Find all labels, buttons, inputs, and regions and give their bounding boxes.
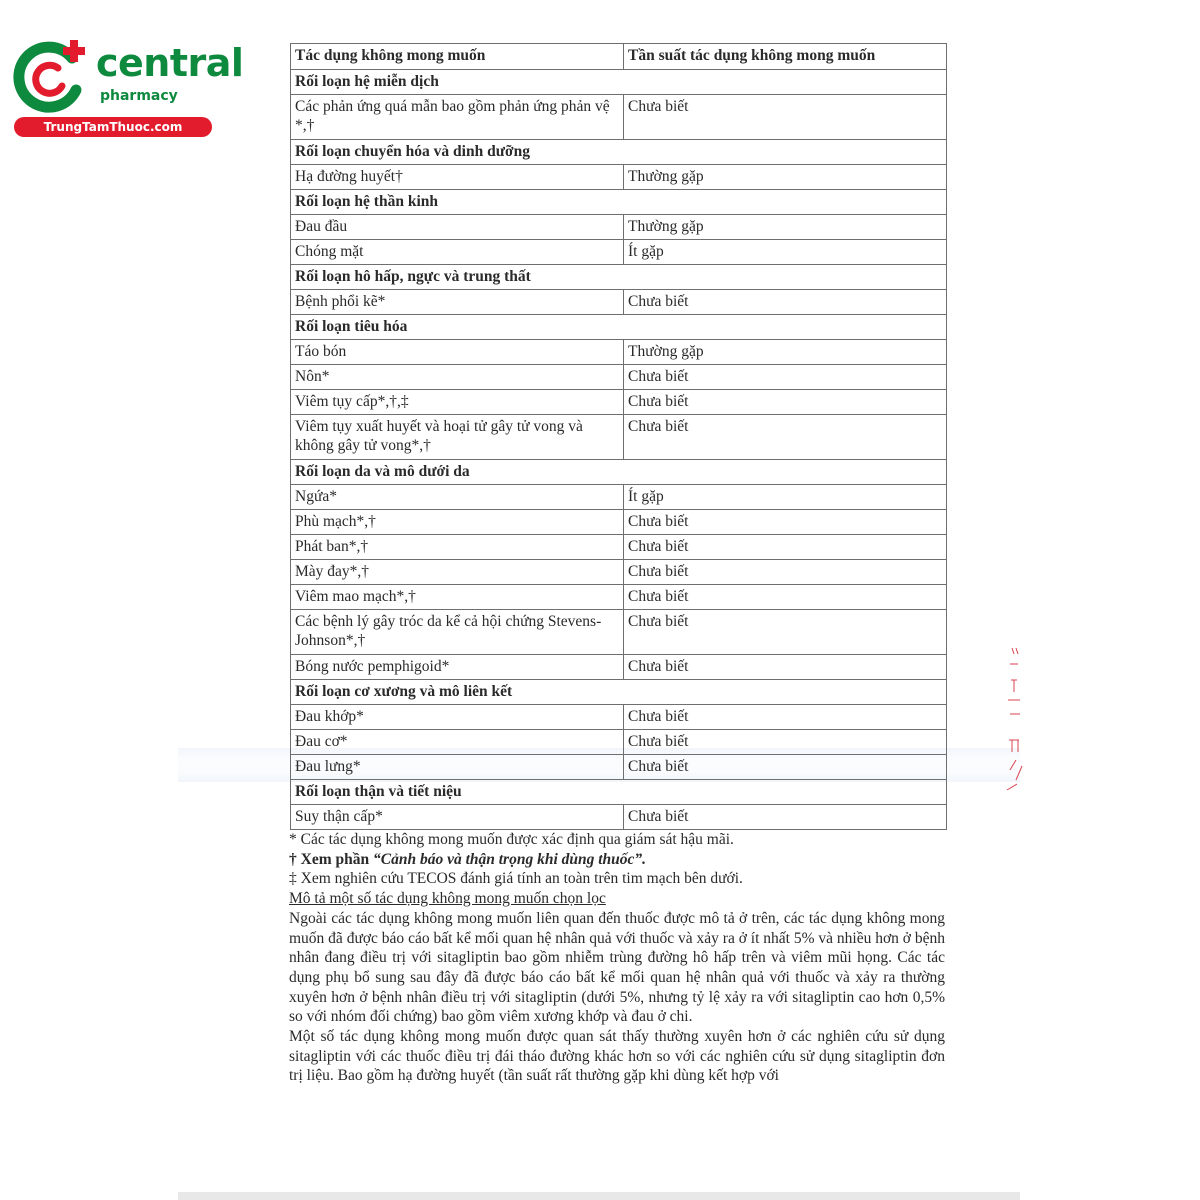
table-group-row [291,140,947,165]
effect-cell: Viêm mao mạch*,† [291,585,624,610]
central-pharmacy-logo [10,36,244,136]
effect-cell: Bóng nước pemphigoid* [291,655,624,680]
table-row [291,390,947,415]
footnote-dagger [289,850,945,870]
effect-cell: Viêm tụy cấp*,†,‡ [291,390,624,415]
section-title: Mô tả một số tác dụng không mong muốn chọn lọc [289,890,606,908]
effect-cell: Ngứa* [291,485,624,510]
footnote-dagger-reference: “Cảnh báo và thận trọng khi dùng thuốc”. [372,850,647,868]
logo-url-badge: TrungTamThuoc.com [14,117,212,137]
frequency-cell: Chưa biết [624,390,947,415]
table-group-row [291,460,947,485]
logo-sub-text: pharmacy [100,88,178,104]
table-row [291,705,947,730]
frequency-cell: Ít gặp [624,485,947,510]
group-title: Rối loạn hệ miễn dịch [291,70,947,95]
group-title: Rối loạn hệ thần kinh [291,190,947,215]
footnote-star: * Các tác dụng không mong muốn được xác định qua giám sát hậu mãi. [289,831,734,848]
table-row [291,535,947,560]
table-row [291,510,947,535]
frequency-cell: Chưa biết [624,610,947,655]
frequency-cell: Thường gặp [624,165,947,190]
effect-cell: Đau đầu [291,215,624,240]
effect-cell: Mày đay*,† [291,560,624,585]
effect-cell: Đau cơ* [291,730,624,755]
header-effect: Tác dụng không mong muốn [291,44,624,70]
table-row [291,290,947,315]
frequency-cell: Chưa biết [624,510,947,535]
table-row [291,805,947,830]
table-group-row [291,680,947,705]
group-title: Rối loạn chuyển hóa và dinh dưỡng [291,140,947,165]
scan-bottom-edge [178,1192,1020,1200]
footnotes-section [289,830,945,1086]
frequency-cell: Chưa biết [624,805,947,830]
group-title: Rối loạn da và mô dưới da [291,460,947,485]
table-row [291,215,947,240]
frequency-cell: Chưa biết [624,415,947,460]
table-row [291,95,947,140]
table-row [291,485,947,510]
group-title: Rối loạn cơ xương và mô liên kết [291,680,947,705]
table-row [291,730,947,755]
effect-cell: Viêm tụy xuất huyết và hoại tử gây tử vong và không gây tử vong*,† [291,415,624,460]
effect-cell: Nôn* [291,365,624,390]
table-group-row [291,780,947,805]
effect-cell: Phù mạch*,† [291,510,624,535]
effect-cell: Táo bón [291,340,624,365]
effect-cell: Các phản ứng quá mẫn bao gồm phản ứng phản vệ *,† [291,95,624,140]
header-frequency: Tần suất tác dụng không mong muốn [624,44,947,70]
effect-cell: Đau khớp* [291,705,624,730]
red-stamp-mark [1004,640,1026,800]
table-row [291,585,947,610]
table-row [291,240,947,265]
table-row [291,610,947,655]
adverse-effects-table [290,43,947,830]
group-title: Rối loạn thận và tiết niệu [291,780,947,805]
frequency-cell: Thường gặp [624,340,947,365]
table-row [291,560,947,585]
frequency-cell: Chưa biết [624,730,947,755]
effect-cell: Suy thận cấp* [291,805,624,830]
table-group-row [291,70,947,95]
footnote-dagger-prefix: † Xem phần [289,850,373,868]
table-group-row [291,315,947,340]
effect-cell: Đau lưng* [291,755,624,780]
table-row [291,165,947,190]
table-row [291,655,947,680]
group-title: Rối loạn tiêu hóa [291,315,947,340]
frequency-cell: Chưa biết [624,95,947,140]
table-group-row [291,265,947,290]
table-row [291,365,947,390]
paragraph-2: Một số tác dụng không mong muốn được quan sát thấy thường xuyên hơn ở các nghiên cứu sử dụng sitagliptin với các thuốc điều trị đái tháo đường khác hơn so với các nghiên cứu sử dụng sitagliptin đơn trị liệu. Bao gồm hạ đường huyết (tần suất rất thường gặp khi dùng kết hợp với [289,1028,945,1085]
frequency-cell: Ít gặp [624,240,947,265]
frequency-cell: Thường gặp [624,215,947,240]
frequency-cell: Chưa biết [624,290,947,315]
pharmacy-logo-icon [12,38,90,116]
effect-cell: Bệnh phổi kẽ* [291,290,624,315]
frequency-cell: Chưa biết [624,705,947,730]
table-row [291,340,947,365]
frequency-cell: Chưa biết [624,755,947,780]
table-row [291,755,947,780]
frequency-cell: Chưa biết [624,365,947,390]
effect-cell: Các bệnh lý gây tróc da kể cả hội chứng Stevens-Johnson*,† [291,610,624,655]
table-header-row [291,44,947,70]
frequency-cell: Chưa biết [624,535,947,560]
frequency-cell: Chưa biết [624,655,947,680]
frequency-cell: Chưa biết [624,560,947,585]
effect-cell: Chóng mặt [291,240,624,265]
effect-cell: Hạ đường huyết† [291,165,624,190]
paragraph-1: Ngoài các tác dụng không mong muốn liên quan đến thuốc được mô tả ở trên, các tác dụng không mong muốn đã được báo cáo bất kể mối quan hệ nhân quả với thuốc và xảy ra ở ít nhất 5% và nhiều hơn ở bệnh nhân đang điều trị với sitagliptin bao gồm nhiễm trùng đường hô hấp trên và viêm mũi họng. Các tác dụng phụ bổ sung sau đây đã được báo cáo bất kể mối quan hệ nhân quả với thuốc và xảy ra thường xuyên hơn ở bệnh nhân điều trị với sitagliptin (dưới 5%, nhưng tỷ lệ xảy ra với sitagliptin cao hơn 0,5% so với nhóm đối chứng) bao gồm viêm xương khớp và đau ở chi. [289,909,945,1026]
frequency-cell: Chưa biết [624,585,947,610]
effect-cell: Phát ban*,† [291,535,624,560]
footnote-double-dagger: ‡ Xem nghiên cứu TECOS đánh giá tính an toàn trên tim mạch bên dưới. [289,870,743,888]
group-title: Rối loạn hô hấp, ngực và trung thất [291,265,947,290]
logo-brand-text: central [96,41,244,85]
table-row [291,415,947,460]
table-group-row [291,190,947,215]
